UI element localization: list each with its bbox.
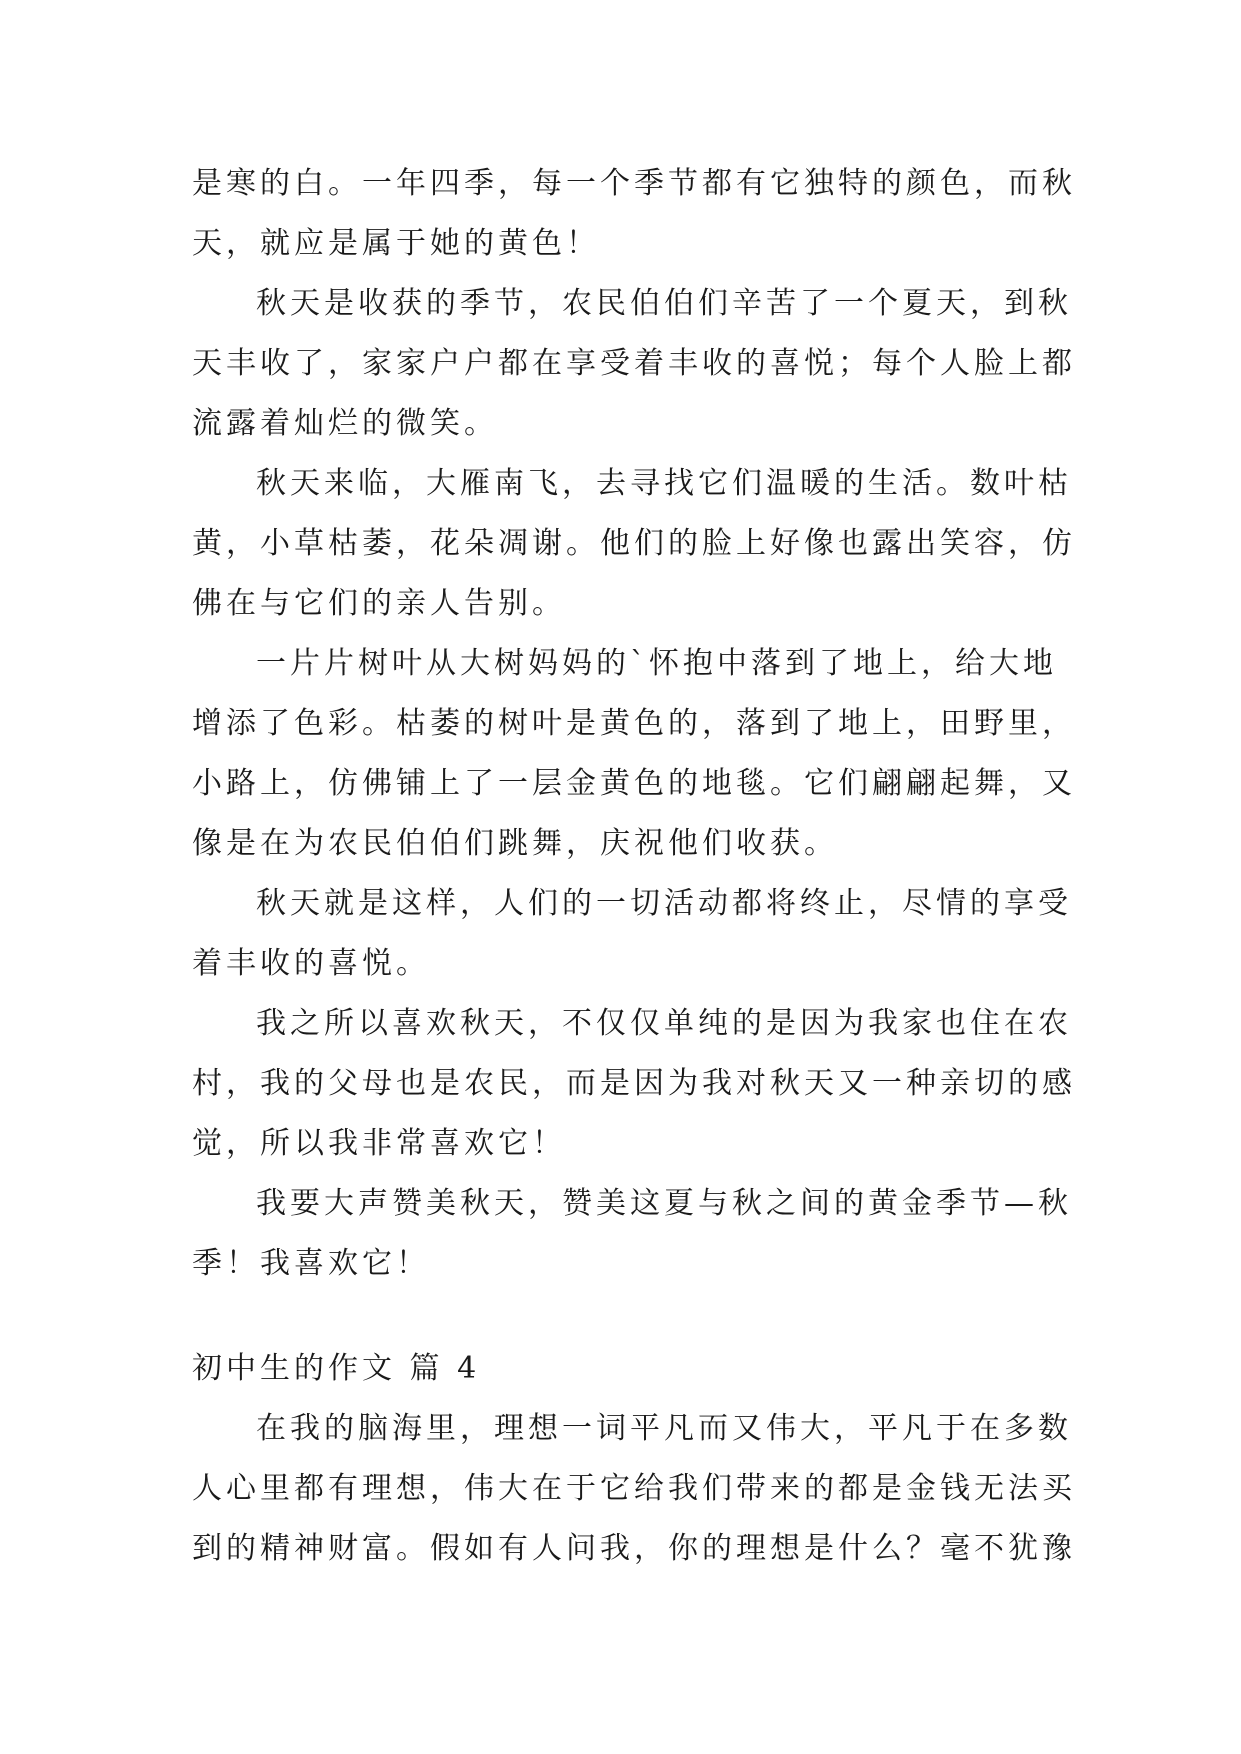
text-line: 季！我喜欢它！ <box>192 1246 430 1281</box>
essay-heading: 初中生的作文 篇 4 <box>192 1351 481 1386</box>
text-line: 村，我的父母也是农民，而是因为我对秋天又一种亲切的感 <box>192 1066 1076 1101</box>
text-line: 秋天来临，大雁南飞，去寻找它们温暖的生活。数叶枯 <box>256 466 1072 501</box>
text-line: 流露着灿烂的微笑。 <box>192 406 498 441</box>
text-line: 到的精神财富。假如有人问我，你的理想是什么？毫不犹豫 <box>192 1531 1076 1566</box>
text-line: 秋天是收获的季节，农民伯伯们辛苦了一个夏天，到秋 <box>256 286 1072 321</box>
paragraph <box>192 994 1076 1174</box>
paragraph <box>192 1174 1072 1294</box>
text-line: 像是在为农民伯伯们跳舞，庆祝他们收获。 <box>192 826 838 861</box>
document-body <box>192 154 1076 1579</box>
text-line: 在我的脑海里，理想一词平凡而又伟大，平凡于在多数 <box>256 1411 1072 1446</box>
text-line: 觉，所以我非常喜欢它！ <box>192 1126 566 1161</box>
paragraph <box>192 634 1076 874</box>
text-line: 着丰收的喜悦。 <box>192 946 430 981</box>
text-line: 我要大声赞美秋天，赞美这夏与秋之间的黄金季节—秋 <box>256 1186 1072 1221</box>
text-line: 黄，小草枯萎，花朵凋谢。他们的脸上好像也露出笑容，仿 <box>192 526 1076 561</box>
text-line: 我之所以喜欢秋天，不仅仅单纯的是因为我家也住在农 <box>256 1006 1072 1041</box>
text-line: 人心里都有理想，伟大在于它给我们带来的都是金钱无法买 <box>192 1471 1076 1506</box>
paragraph <box>192 274 1076 454</box>
text-line: 是寒的白。一年四季，每一个季节都有它独特的颜色，而秋 <box>192 166 1076 201</box>
paragraph <box>192 154 1076 274</box>
paragraph <box>192 874 1072 994</box>
text-line: 天丰收了，家家户户都在享受着丰收的喜悦；每个人脸上都 <box>192 346 1076 381</box>
paragraph <box>192 454 1076 634</box>
text-line: 天，就应是属于她的黄色！ <box>192 226 600 261</box>
text-line: 小路上，仿佛铺上了一层金黄色的地毯。它们翩翩起舞，又 <box>192 766 1076 801</box>
text-line: 增添了色彩。枯萎的树叶是黄色的，落到了地上，田野里， <box>192 706 1076 741</box>
text-line: 秋天就是这样，人们的一切活动都将终止，尽情的享受 <box>256 886 1072 921</box>
paragraph <box>192 1399 1076 1579</box>
text-line: 佛在与它们的亲人告别。 <box>192 586 566 621</box>
text-line: 一片片树叶从大树妈妈的`怀抱中落到了地上，给大地 <box>256 646 1057 681</box>
